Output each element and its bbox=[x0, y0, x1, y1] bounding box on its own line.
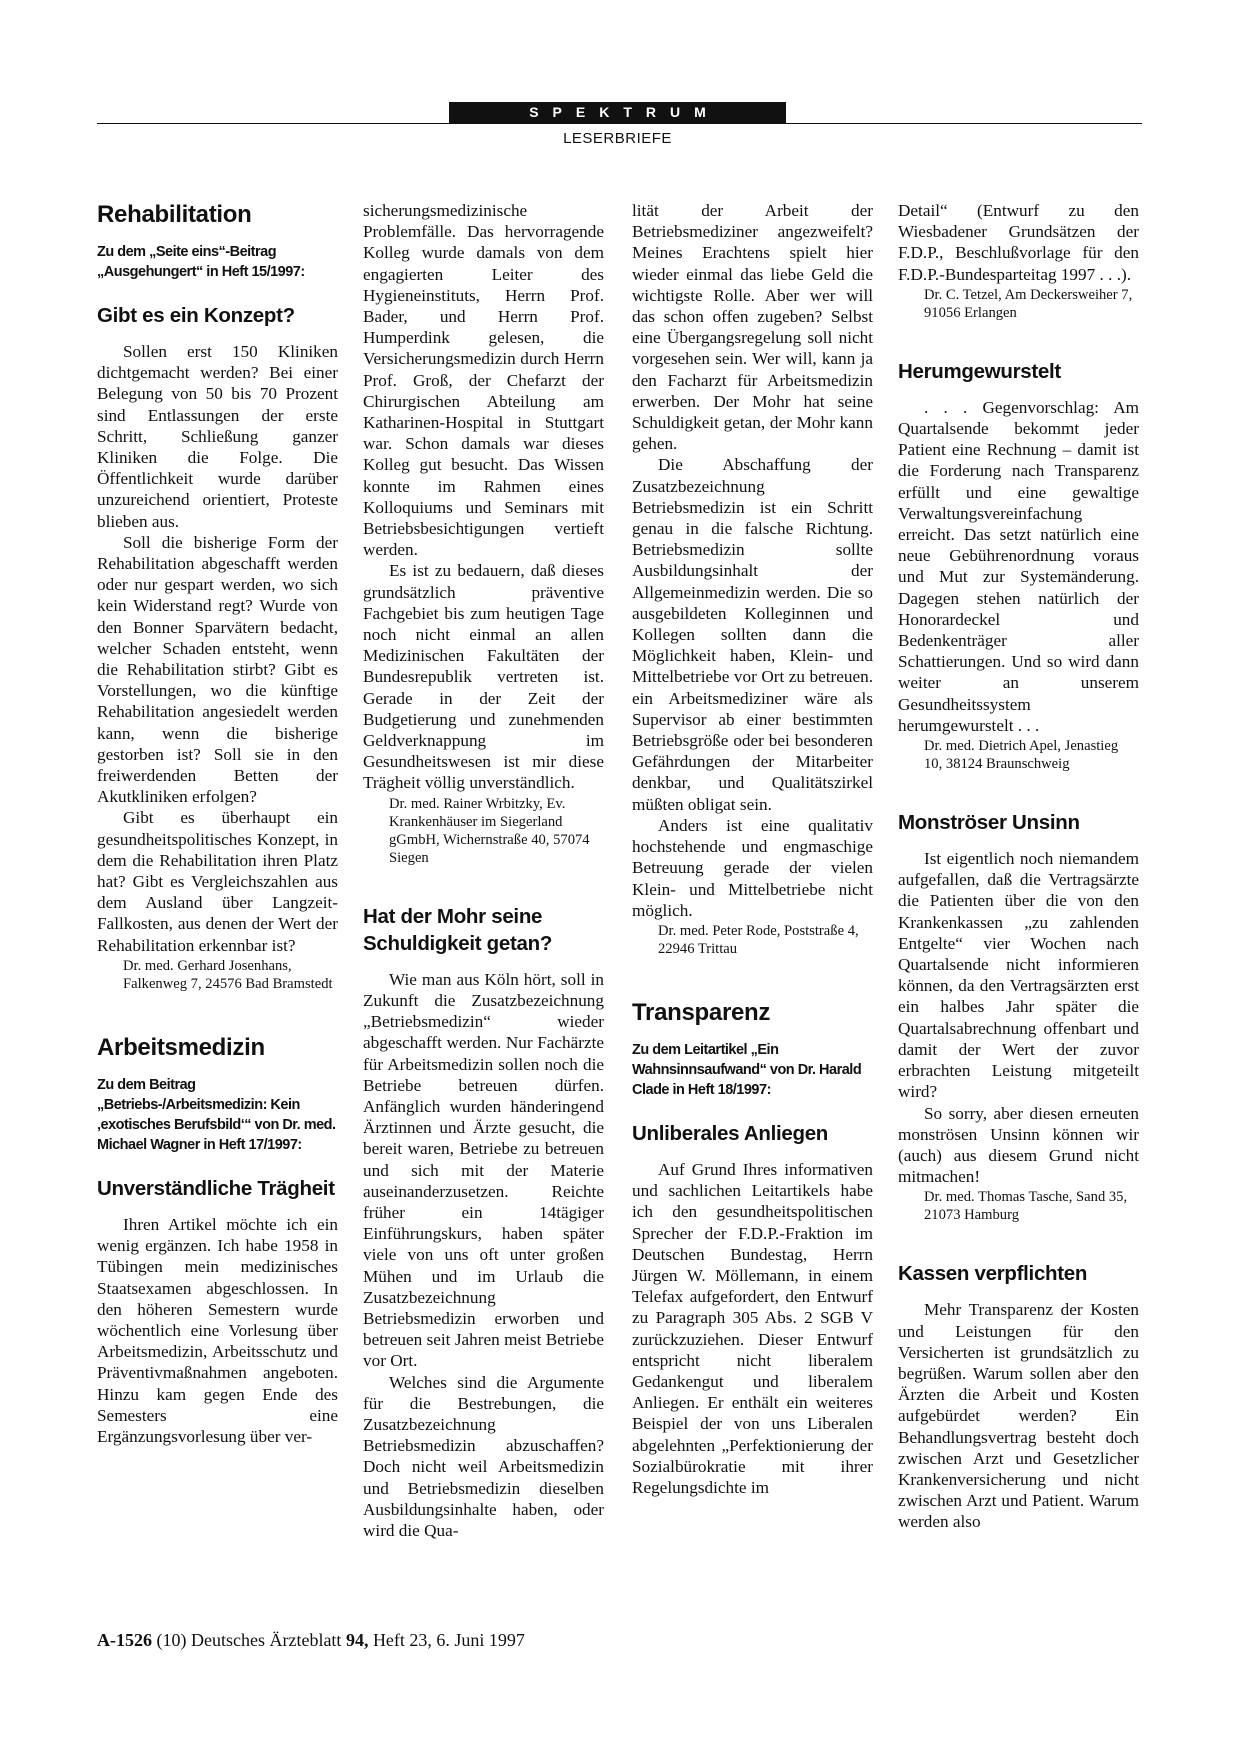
page-number: A-1526 bbox=[97, 1630, 152, 1650]
intro-rehabilitation: Zu dem „Seite eins“-Beitrag „Ausgehungert“ in Heft 15/1997: bbox=[97, 244, 305, 280]
letter-body-unliberal bbox=[632, 1159, 873, 1498]
letter-body-mohr bbox=[363, 969, 604, 1541]
signature: Dr. med. Gerhard Josenhans, Falkenweg 7, 24576 Bad Bramstedt bbox=[123, 957, 333, 992]
letter-title-traegheit: Unverständliche Trägheit bbox=[97, 1176, 335, 1200]
signature: Dr. C. Tetzel, Am Deckersweiher 7, 91056 Erlangen bbox=[924, 286, 1133, 321]
column-3 bbox=[632, 200, 873, 1498]
paragraph: Mehr Transparenz der Kosten und Leistungen für den Versicherten ist grundsätzlich zu begrüßen. Warum sollen aber den Ärzten die Arbeit und Kosten aufgebürdet werden? Ein Behandlungsvertrag besteht doch zwischen Arzt und Gesetzlicher Krankenversicherung und nicht zwischen Arzt und Patient. Warum werden also bbox=[898, 1300, 1139, 1532]
paragraph: Auf Grund Ihres informativen und sachlichen Leitartikels habe ich den gesundheitspolitischen Sprecher der F.D.P.-Fraktion im Deutschen Bundestag, Herrn Jürgen W. Möllemann, in einem Telefax aufgefordert, den Entwurf zu Paragraph 305 Abs. 2 SGB V zurückzuziehen. Dieser Entwurf entspricht nicht liberalem Gedankengut und liberalem Anliegen. Er enthält ein weiteres Beispiel der von uns Liberalen abgelehnten „Perfektionierung der Sozialbürokratie mit ihrer Regelungsdichte im bbox=[632, 1159, 873, 1497]
letter-title-konzept: Gibt es ein Konzept? bbox=[97, 304, 295, 327]
journal-volume: 94, bbox=[345, 1630, 369, 1650]
column-1 bbox=[97, 200, 338, 1447]
paragraph: Die Abschaffung der Zusatzbezeichnung Betriebsmedizin ist ein Schritt genau in die falsche Richtung. Betriebsmedizin sollte Ausbildungsinhalt der Allgemeinmedizin werden. Die so ausgebildeten Kolleginnen und Kollegen sollten dann die Möglichkeit haben, Klein- und Mittelbetriebe vor Ort zu betreuen. ein Arbeitsmediziner wäre als Supervisor ab einer bestimmten Betriebsgröße oder bei besonderen Gefährdungen der Mitarbeiter denkbar, und Qualitätszirkel müßten obligat sein. bbox=[632, 455, 873, 814]
intro-transparenz: Zu dem Leitartikel „Ein Wahnsinnsaufwand“ von Dr. Harald Clade in Heft 18/1997: bbox=[632, 1041, 862, 1098]
paragraph: Welches sind die Argumente für die Bestrebungen, die Zusatzbezeichnung Betriebsmedizin abzuschaffen? Doch nicht weil Arbeitsmedizin und Betriebsmedizin dieselben Ausbildungsinhalte haben, oder wird die Qua- bbox=[363, 1372, 604, 1540]
section-subtitle: LESERBRIEFE bbox=[563, 130, 672, 147]
section-header-band: SPEKTRUM bbox=[449, 102, 786, 123]
letter-body-konzept bbox=[97, 341, 338, 956]
intro-arbeitsmedizin: Zu dem Beitrag „Betriebs-/Arbeitsmedizin: Kein ‚exotisches Berufsbild‘“ von Dr. med. Michael Wagner in Heft 17/1997: bbox=[97, 1076, 336, 1153]
paragraph: Sollen erst 150 Kliniken dichtgemacht werden? Bei einer Belegung von 50 bis 70 Prozent sind Entlassungen der erste Schritt, Schließung ganzer Kliniken die Folge. Die Öffentlichkeit wurde darüber unzureichend orientiert, Proteste blieben aus. bbox=[97, 342, 338, 531]
paragraph: . . . Gegenvorschlag: Am Quartalsende bekommt jeder Patient eine Rechnung – damit ist die Forderung nach Transparenz erfüllt und eine gewaltige Verwaltungsvereinfachung erreicht. Das setzt natürlich eine neue Gebührenordnung voraus und Mut zur Systemänderung. Dagegen stehen natürlich der Honorardeckel und Bedenkenträger aller Schattierungen. Und so wird dann weiter an unserem Gesundheitssystem herumgewurstelt . . . bbox=[898, 397, 1139, 735]
letter-title-kassen: Kassen verpflichten bbox=[898, 1262, 1088, 1286]
signature: Dr. med. Dietrich Apel, Jenastieg 10, 38124 Braunschweig bbox=[924, 738, 1119, 773]
letter-body-unsinn bbox=[898, 848, 1139, 1187]
paragraph: Detail“ (Entwurf zu den Wiesbadener Grundsätzen der F.D.P., Beschlußvorlage für den F.D.P.-Bundesparteitag 1997 . . .). bbox=[898, 201, 1139, 284]
section-title-arbeitsmedizin: Arbeitsmedizin bbox=[97, 1033, 265, 1061]
letter-body-traegheit-cont bbox=[363, 200, 604, 794]
journal-issue: (10) Deutsches Ärzteblatt bbox=[156, 1630, 342, 1650]
letter-body-kassen bbox=[898, 1299, 1139, 1532]
paragraph: sicherungsmedizinische Problemfälle. Das hervorragende Kolleg wurde damals von dem engagierten Leiter des Hygieneinstituts, Herrn Prof. Bader, und Herrn Prof. Humperdink gelesen, die Versicherungsmedizin durch Herrn Prof. Groß, der Chefarzt der Chirurgischen Abteilung am Katharinen-Hospital in Stuttgart war. Schon damals war dieses Kolleg gut besucht. Das Wissen konnte im Rahmen eines Kolloquiums und Seminars mit Betriebsbesichtigungen vertieft werden. bbox=[363, 201, 604, 560]
letter-title-unsinn: Monströser Unsinn bbox=[898, 811, 1080, 835]
letter-body-mohr-cont bbox=[632, 200, 873, 921]
paragraph: So sorry, aber diesen erneuten monströsen Unsinn können wir (auch) aus diesem Grund nicht mitmachen! bbox=[898, 1103, 1139, 1187]
signature: Dr. med. Peter Rode, Poststraße 4, 22946 Trittau bbox=[658, 922, 859, 957]
paragraph: Ihren Artikel möchte ich ein wenig ergänzen. Ich habe 1958 in Tübingen mein medizinisches Staatsexamen abgeschlossen. In den höheren Semestern wurde wöchentlich eine Vorlesung über Arbeitsmedizin, Arbeitsschutz und Präventivmaßnahmen angeboten. Hinzu kam gegen Ende des Semesters eine Ergänzungsvorlesung über ver- bbox=[97, 1214, 338, 1446]
column-4 bbox=[898, 200, 1139, 1533]
header-rule bbox=[97, 123, 1142, 124]
section-title-transparenz: Transparenz bbox=[632, 998, 771, 1026]
paragraph: lität der Arbeit der Betriebsmediziner angezweifelt? Meines Erachtens spielt hier wieder einmal das liebe Geld die wichtigste Rolle. Aber wer will das schon offen zugeben? Selbst eine Übergangsregelung soll nicht vorgesehen sein. Wer will, kann ja den Facharzt für Arbeitsmedizin erwerben. Der Mohr hat seine Schuldigkeit getan, der Mohr kann gehen. bbox=[632, 201, 873, 454]
letter-body-traegheit bbox=[97, 1214, 338, 1447]
issue-date: Heft 23, 6. Juni 1997 bbox=[372, 1630, 525, 1650]
letter-body-herumgewurstelt bbox=[898, 397, 1139, 736]
column-2 bbox=[363, 200, 604, 1541]
paragraph: Es ist zu bedauern, daß dieses grundsätzlich präventive Fachgebiet bis zum heutigen Tage noch nicht einmal an allen Medizinischen Fakultäten der Bundesrepublik vertreten ist. Gerade in der Zeit der Budgetierung und zunehmenden Geldverknappung im Gesundheitswesen ist mir diese Trägheit völlig unverständlich. bbox=[363, 561, 604, 793]
letter-title-unliberal: Unliberales Anliegen bbox=[632, 1121, 829, 1145]
paragraph: Soll die bisherige Form der Rehabilitation abgeschafft werden oder nur gespart werden, wo sich kein Widerstand regt? Wurde von den Bonner Sparvätern bedacht, welcher Schaden entsteht, wenn die Rehabilitation stirbt? Gibt es Vorstellungen, wo die künftige Rehabilitation angesiedelt werden kann, wenn die bisherige gestorben ist? Soll sie in den freiwerdenden Betten der Akutkliniken erfolgen? bbox=[97, 532, 338, 807]
letter-title-mohr: Hat der Mohr seine Schuldigkeit getan? bbox=[363, 904, 553, 955]
paragraph: Anders ist eine qualitativ hochstehende und engmaschige Betreuung gerade der vielen Klein- und Mittelbetriebe nicht möglich. bbox=[632, 815, 873, 920]
signature: Dr. med. Rainer Wrbitzky, Ev. Krankenhäuser im Siegerland gGmbH, Wichernstraße 40, 57074 Siegen bbox=[389, 795, 590, 866]
paragraph: Wie man aus Köln hört, soll in Zukunft die Zusatzbezeichnung „Betriebsmedizin“ wieder abgeschafft werden. Nur Fachärzte für Arbeitsmedizin sollen noch die Betriebe betreuen dürfen. Anfänglich wurden händeringend Ärztinnen und Ärzte gesucht, die bereit waren, Betriebe zu betreuen und sich mit der Materie auseinanderzusetzen. Reichte früher ein 14tägiger Einführungskurs, haben später viele von uns oft unter großen Mühen und im Urlaub die Zusatzbezeichnung Betriebsmedizin erworben und betreuen seit Jahren meist Betriebe vor Ort. bbox=[363, 969, 604, 1371]
signature: Dr. med. Thomas Tasche, Sand 35, 21073 Hamburg bbox=[924, 1189, 1128, 1224]
page-footer bbox=[97, 1630, 525, 1651]
section-title-rehabilitation: Rehabilitation bbox=[97, 201, 252, 228]
letter-title-herumgewurstelt: Herumgewurstelt bbox=[898, 359, 1061, 383]
letter-body-unliberal-cont bbox=[898, 200, 1139, 285]
paragraph: Gibt es überhaupt ein gesundheitspolitisches Konzept, in dem die Rehabilitation ihren Platz hat? Gibt es Vergleichszahlen aus dem Ausland über Langzeit-Fallkosten, aus denen der Wert der Rehabilitation erkennbar ist? bbox=[97, 808, 338, 955]
paragraph: Ist eigentlich noch niemandem aufgefallen, daß die Vertragsärzte die Patienten über die von den Krankenkassen „zu zahlenden Entgelte“ vier Wochen nach Quartalsende nicht informieren können, da den Vertragsärzten erst ein halbes Jahr später die Quartalsabrechnung offenbart und damit der Wert der zuvor erbrachten Leistung mitgeteilt wird? bbox=[898, 849, 1139, 1102]
